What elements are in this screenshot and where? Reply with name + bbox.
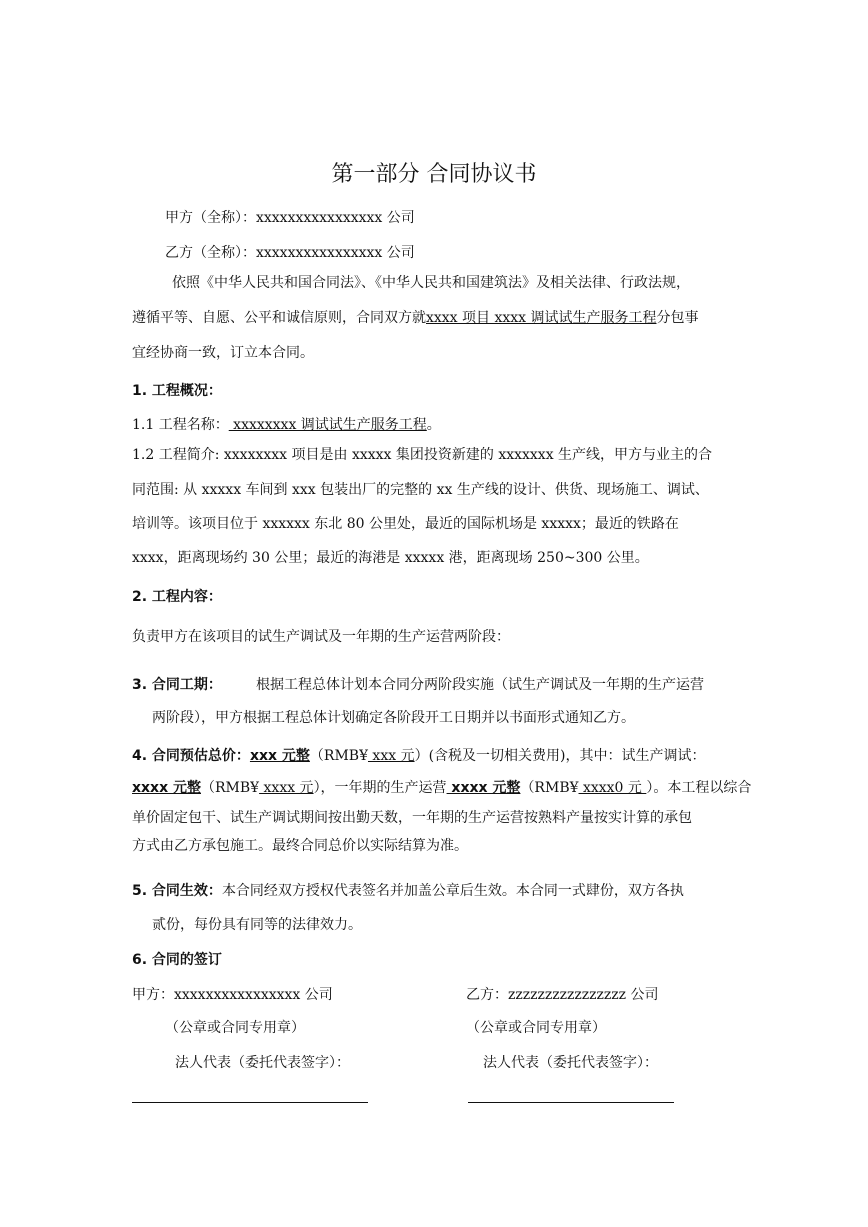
section-4-line-3: 单价固定包干、试生产调试期间按出勤天数，一年期的生产运营按熟料产量按实计算的承包 bbox=[132, 810, 692, 826]
seal-party-b: （公章或合同专用章） bbox=[466, 1020, 606, 1036]
trial-price-rmb: xxxx 元 bbox=[259, 780, 314, 796]
section-3-heading: 3. 合同工期： bbox=[132, 677, 222, 693]
representative-party-b: 法人代表（委托代表签字）： bbox=[483, 1055, 658, 1071]
intro-line-1: 依照《中华人民共和国合同法》、《中华人民共和国建筑法》及相关法律、行政法规， bbox=[172, 275, 690, 291]
ops-rmb-label: （RMB¥ bbox=[520, 780, 579, 796]
signature-party-b: 乙方：zzzzzzzzzzzzzzzz 公司 bbox=[466, 987, 659, 1003]
section-4-line-4: 方式由乙方承包施工。最终合同总价以实际结算为准。 bbox=[132, 838, 468, 854]
section-4-line-1-post: ）(含税及一切相关费用)，其中：试生产调试： bbox=[414, 748, 706, 764]
intro-line-2-post: 分包事 bbox=[656, 310, 699, 326]
section-5-heading: 5. 合同生效： bbox=[132, 883, 222, 899]
project-name-end: 。 bbox=[426, 417, 441, 433]
trial-price-cn: xxxx 元整 bbox=[132, 780, 201, 796]
project-intro-line-4: xxxx，距离现场约 30 公里；最近的海港是 xxxxx 港，距离现场 250~300 公里。 bbox=[132, 550, 649, 566]
section-2-body: 负责甲方在该项目的试生产调试及一年期的生产运营两阶段： bbox=[132, 629, 510, 645]
section-1-heading: 1. 工程概况： bbox=[132, 383, 222, 399]
section-2-heading: 2. 工程内容： bbox=[132, 589, 222, 605]
section-4-heading: 4. 合同预估总价： bbox=[132, 748, 250, 764]
section-3-line-1: 根据工程总体计划本合同分两阶段实施（试生产调试及一年期的生产运营 bbox=[256, 677, 704, 693]
total-price-rmb: xxx 元 bbox=[367, 748, 415, 764]
intro-line-3: 宜经协商一致，订立本合同。 bbox=[132, 345, 314, 361]
section-4-line-2-mid: ），一年期的生产运营 bbox=[313, 780, 447, 796]
project-name: xxxx 项目 xxxx 调试试生产服务工程 bbox=[426, 310, 657, 326]
section-4-line-2-post: ）。本工程以综合 bbox=[646, 780, 752, 796]
signature-party-a: 甲方：xxxxxxxxxxxxxxxx 公司 bbox=[132, 987, 333, 1003]
trial-rmb-label: （RMB¥ bbox=[201, 780, 260, 796]
ops-price-cn: xxxx 元整 bbox=[446, 780, 521, 796]
party-a-fullname: 甲方（全称）：xxxxxxxxxxxxxxxx 公司 bbox=[165, 210, 415, 226]
total-price-cn: xxx 元整 bbox=[249, 748, 310, 764]
project-name-value: xxxxxxxx 调试试生产服务工程 bbox=[228, 417, 427, 433]
rmb-label: （RMB¥ bbox=[309, 748, 368, 764]
seal-party-a: （公章或合同专用章） bbox=[165, 1020, 305, 1036]
signature-line-party-b bbox=[468, 1102, 674, 1103]
section-6-heading: 6. 合同的签订 bbox=[132, 952, 222, 968]
intro-line-2 bbox=[132, 308, 699, 328]
representative-party-a: 法人代表（委托代表签字）： bbox=[175, 1055, 350, 1071]
project-intro-line-1: 1.2 工程简介: xxxxxxxx 项目是由 xxxxx 集团投资新建的 xxxxxxx 生产线，甲方与业主的合 bbox=[132, 447, 713, 463]
project-intro-line-2: 同范围: 从 xxxxx 车间到 xxx 包装出厂的完整的 xx 生产线的设计、供货、现场施工、调试、 bbox=[132, 482, 709, 498]
section-3-line-2: 两阶段），甲方根据工程总体计划确定各阶段开工日期并以书面形式通知乙方。 bbox=[152, 710, 635, 726]
project-name-label: 1.1 工程名称： bbox=[132, 417, 229, 433]
section-5-line-2: 贰份，每份具有同等的法律效力。 bbox=[152, 917, 362, 933]
section-4-line-1 bbox=[132, 746, 706, 766]
ops-price-rmb: xxxx0 元 bbox=[578, 780, 647, 796]
intro-line-2-pre: 遵循平等、自愿、公平和诚信原则，合同双方就 bbox=[132, 310, 426, 326]
party-b-fullname: 乙方（全称）：xxxxxxxxxxxxxxxx 公司 bbox=[165, 245, 415, 261]
project-intro-line-3: 培训等。该项目位于 xxxxxx 东北 80 公里处，最近的国际机场是 xxxxx；最近的铁路在 bbox=[132, 516, 679, 532]
section-5-line-1 bbox=[132, 881, 684, 901]
project-name-line bbox=[132, 415, 441, 435]
signature-line-party-a bbox=[132, 1102, 368, 1103]
section-5-body: 本合同经双方授权代表签名并加盖公章后生效。本合同一式肆份，双方各执 bbox=[221, 883, 684, 899]
section-4-line-2 bbox=[132, 778, 751, 798]
page-title: 第一部分 合同协议书 bbox=[331, 162, 537, 187]
